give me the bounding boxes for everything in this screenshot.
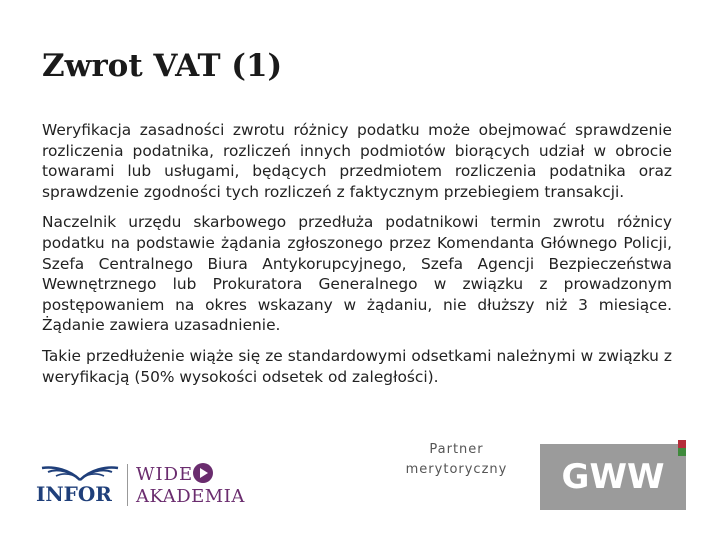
gww-logo — [540, 444, 686, 510]
play-icon — [192, 462, 214, 484]
flag-green-mark — [678, 448, 686, 456]
paragraph-verification: Weryfikacja zasadności zwrotu różnicy podatku może obejmować sprawdzenie rozliczenia podatnika, rozliczeń innych podmiotów biorących udział w obrocie towarami lub usługami, będących przedmiotem rozliczenia podatnika oraz sprawdzenie zgodności tych rozliczeń z faktycznym przebiegiem transakcji. — [42, 121, 672, 201]
partner-label — [404, 440, 509, 480]
open-book-icon — [40, 460, 120, 482]
akademia-logo-text: AKADEMIA — [136, 486, 245, 507]
paragraph-extension: Naczelnik urzędu skarbowego przedłuża podatnikowi termin zwrotu różnicy podatku na podstawie żądania zgłoszonego przez Komendanta Głównego Policji, Szefa Centralnego Biura Antykorupcyjnego, Szefa Agencji Bezpieczeństwa Wewnętrznego lub Prokuratora Generalnego w związku z prowadzonym postępowaniem na okres wskazany w żądaniu, nie dłuższy niż 3 miesiące. Żądanie zawiera uzasadnienie. — [42, 213, 672, 335]
slide-title: Zwrot VAT (1) — [42, 48, 283, 84]
partner-label-line1: Partner — [429, 442, 484, 457]
paragraph-interest: Takie przedłużenie wiąże się ze standardowymi odsetkami należnymi w związku z weryfikacją (50% wysokości odsetek od zaległości). — [42, 346, 672, 386]
flag-red-mark — [678, 440, 686, 448]
gww-logo-text: GWW — [561, 457, 665, 497]
partner-label-line2: merytoryczny — [405, 462, 508, 477]
slide-body — [42, 120, 672, 397]
infor-logo-text: INFOR — [36, 482, 112, 506]
logo-divider — [127, 464, 128, 506]
infor-wide-akademia-logo — [36, 460, 256, 510]
wide-logo-text: WIDE — [136, 464, 194, 485]
